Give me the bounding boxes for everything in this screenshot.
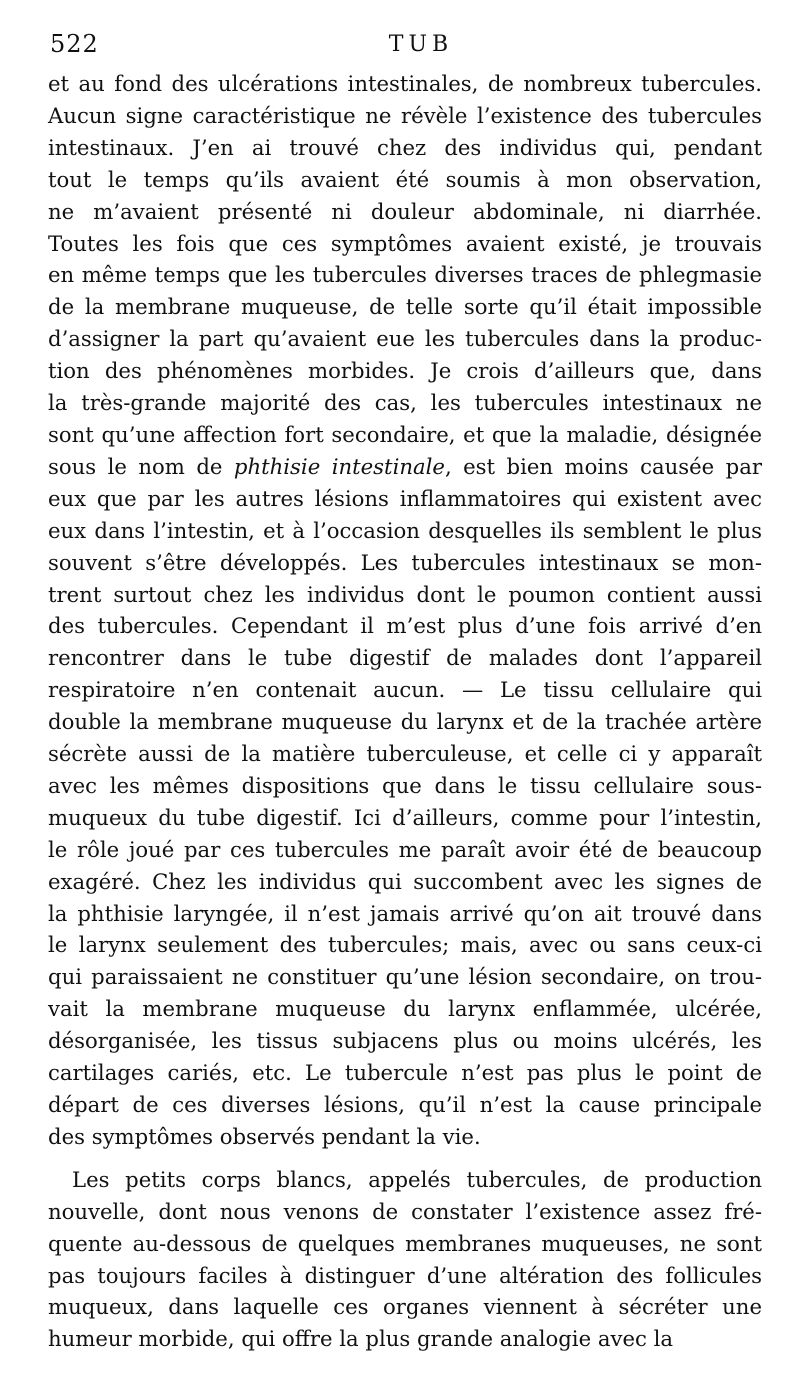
text-line: vait la membrane muqueuse du larynx enflammée, ulcérée, — [48, 996, 762, 1022]
running-head: TUB — [388, 32, 454, 57]
text-line: qui paraissaient ne constituer qu’une lésion secondaire, on trou- — [48, 964, 762, 990]
paragraph — [48, 68, 762, 1153]
text-line: Aucun signe caractéristique ne révèle l’existence des tubercules — [48, 102, 762, 128]
text-line: eux dans l’intestin, et à l’occasion desquelles ils semblent le plus — [48, 517, 762, 543]
text-line: Les petits corps blancs, appelés tubercules, de production — [72, 1166, 762, 1192]
body-text — [48, 68, 762, 1355]
text-line: la très-grande majorité des cas, les tubercules intestinaux ne — [48, 390, 762, 416]
text-line: avec les mêmes dispositions que dans le tissu cellulaire sous- — [48, 772, 762, 798]
text-line: rencontrer dans le tube digestif de malades dont l’appareil — [48, 645, 762, 671]
text-line: et au fond des ulcérations intestinales, de nombreux tubercules. — [48, 71, 762, 96]
text-line: en même temps que les tubercules diverses traces de phlegmasie — [48, 262, 762, 288]
text-line: le larynx seulement des tubercules; mais, avec ou sans ceux-ci — [48, 932, 762, 958]
text-line: pas toujours faciles à distinguer d’une altération des follicules — [48, 1262, 762, 1288]
text-line: humeur morbide, qui offre la plus grande analogie avec la — [48, 1326, 673, 1352]
text-line: la phthisie laryngée, il n’est jamais arrivé qu’on ait trouvé dans — [48, 900, 762, 926]
text-line: ne m’avaient présenté ni douleur abdominale, ni diarrhée. — [48, 198, 762, 224]
text-line: muqueux, dans laquelle ces organes viennent à sécréter une — [48, 1294, 762, 1320]
text-line: quente au-dessous de quelques membranes muqueuses, ne sont — [48, 1230, 762, 1256]
text-line: d’assigner la part qu’avaient eue les tubercules dans la produc- — [48, 326, 762, 352]
paragraph — [48, 1164, 762, 1355]
text-line: tout le temps qu’ils avaient été soumis à mon observation, — [48, 166, 762, 192]
text-line: respiratoire n’en contenait aucun. — Le tissu cellulaire qui — [48, 677, 762, 703]
text-line: muqueux du tube digestif. Ici d’ailleurs, comme pour l’intestin, — [48, 804, 762, 830]
text-line: nouvelle, dont nous venons de constater l’existence assez fré- — [48, 1198, 762, 1224]
text-line: départ de ces diverses lésions, qu’il n’est la cause principale — [48, 1092, 762, 1117]
text-line: sont qu’une affection fort secondaire, et que la maladie, désignée — [48, 421, 762, 447]
italic-term: phthisie intestinale — [233, 453, 445, 479]
text-line: le rôle joué par ces tubercules me paraît avoir été de beaucoup — [48, 836, 762, 862]
text-line: cartilages cariés, etc. Le tubercule n’est pas plus le point de — [48, 1060, 762, 1086]
text-line: double la membrane muqueuse du larynx et de la trachée artère — [48, 709, 762, 735]
text-segment: , est bien moins causée par — [444, 453, 762, 479]
text-line: exagéré. Chez les individus qui succombent avec les signes de — [48, 868, 762, 894]
page-number: 522 — [50, 30, 99, 58]
text-line — [48, 451, 762, 483]
text-line: trent surtout chez les individus dont le poumon contient aussi — [48, 581, 762, 607]
text-line: des symptômes observés pendant la vie. — [48, 1123, 481, 1149]
page-header — [50, 30, 762, 60]
text-segment: sous le nom de — [48, 453, 234, 479]
text-line: de la membrane muqueuse, de telle sorte qu’il était impossible — [48, 294, 762, 320]
text-line: souvent s’être développés. Les tubercules intestinaux se mon- — [48, 549, 762, 575]
text-line: sécrète aussi de la matière tuberculeuse, et celle ci y apparaît — [48, 741, 762, 767]
text-line: désorganisée, les tissus subjacens plus ou moins ulcérés, les — [48, 1028, 762, 1054]
text-line: Toutes les fois que ces symptômes avaient existé, je trouvais — [48, 230, 762, 256]
text-line: eux que par les autres lésions inflammatoires qui existent avec — [48, 485, 762, 511]
text-line: tion des phénomènes morbides. Je crois d’ailleurs que, dans — [48, 358, 762, 384]
text-line: intestinaux. J’en ai trouvé chez des individus qui, pendant — [48, 134, 762, 160]
text-line: des tubercules. Cependant il m’est plus d’une fois arrivé d’en — [48, 613, 762, 639]
